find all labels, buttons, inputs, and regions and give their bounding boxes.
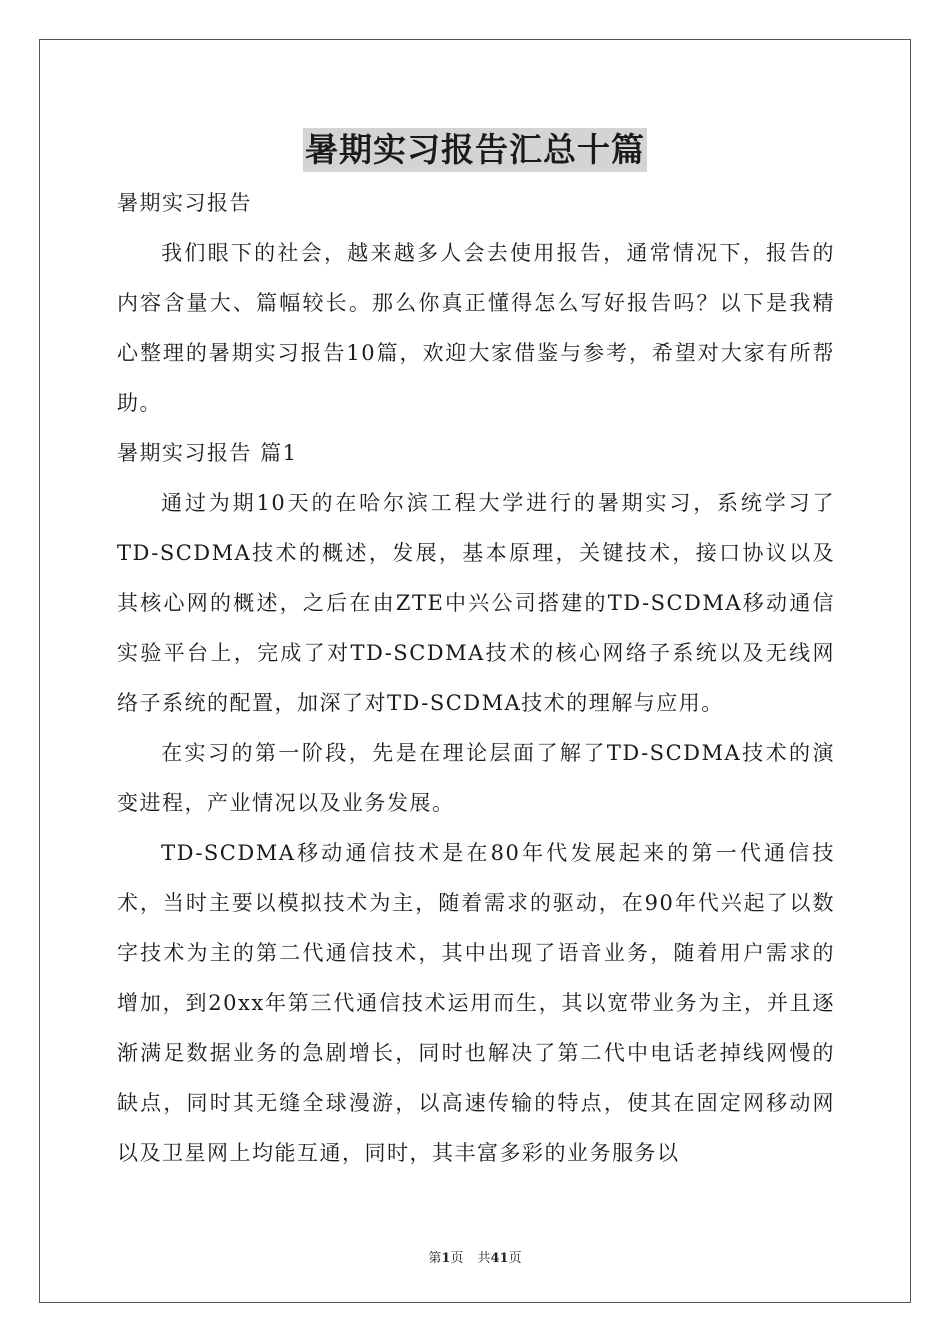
title-container bbox=[0, 128, 950, 172]
page-prefix: 第 bbox=[428, 1251, 442, 1266]
total-page-count: 41 bbox=[490, 1251, 509, 1266]
total-suffix: 页 bbox=[508, 1251, 522, 1266]
page-suffix: 页 bbox=[450, 1251, 464, 1266]
intro-paragraph: 我们眼下的社会，越来越多人会去使用报告，通常情况下，报告的内容含量大、篇幅较长。那么你真正懂得怎么写好报告吗？以下是我精心整理的暑期实习报告10篇，欢迎大家借鉴与参考，希望对大家有所帮助。 bbox=[117, 241, 835, 415]
document-title: 暑期实习报告汇总十篇 bbox=[303, 128, 647, 172]
body-paragraph: 通过为期10天的在哈尔滨工程大学进行的暑期实习，系统学习了TD-SCDMA技术的概述，发展，基本原理，关键技术，接口协议以及其核心网的概述，之后在由ZTE中兴公司搭建的TD-SCDMA移动通信实验平台上，完成了对TD-SCDMA技术的核心网络子系统以及无线网络子系统的配置，加深了对TD-SCDMA技术的理解与应用。 bbox=[117, 491, 835, 715]
section-heading: 暑期实习报告 篇1 bbox=[117, 441, 298, 465]
current-page-number: 1 bbox=[441, 1251, 451, 1266]
section-heading: 暑期实习报告 bbox=[117, 191, 252, 215]
page-footer bbox=[0, 1247, 950, 1266]
body-paragraph: 在实习的第一阶段，先是在理论层面了解了TD-SCDMA技术的演变进程，产业情况以及业务发展。 bbox=[117, 741, 835, 815]
total-prefix: 共 bbox=[477, 1251, 491, 1266]
body-paragraph: TD-SCDMA移动通信技术是在80年代发展起来的第一代通信技术，当时主要以模拟技术为主，随着需求的驱动，在90年代兴起了以数字技术为主的第二代通信技术，其中出现了语音业务，随着用户需求的增加，到20xx年第三代通信技术运用而生，其以宽带业务为主，并且逐渐满足数据业务的急剧增长，同时也解决了第二代中电话老掉线网慢的缺点，同时其无缝全球漫游，以高速传输的特点，使其在固定网移动网以及卫星网上均能互通，同时，其丰富多彩的业务服务以 bbox=[117, 841, 835, 1165]
document-body bbox=[117, 178, 835, 1178]
